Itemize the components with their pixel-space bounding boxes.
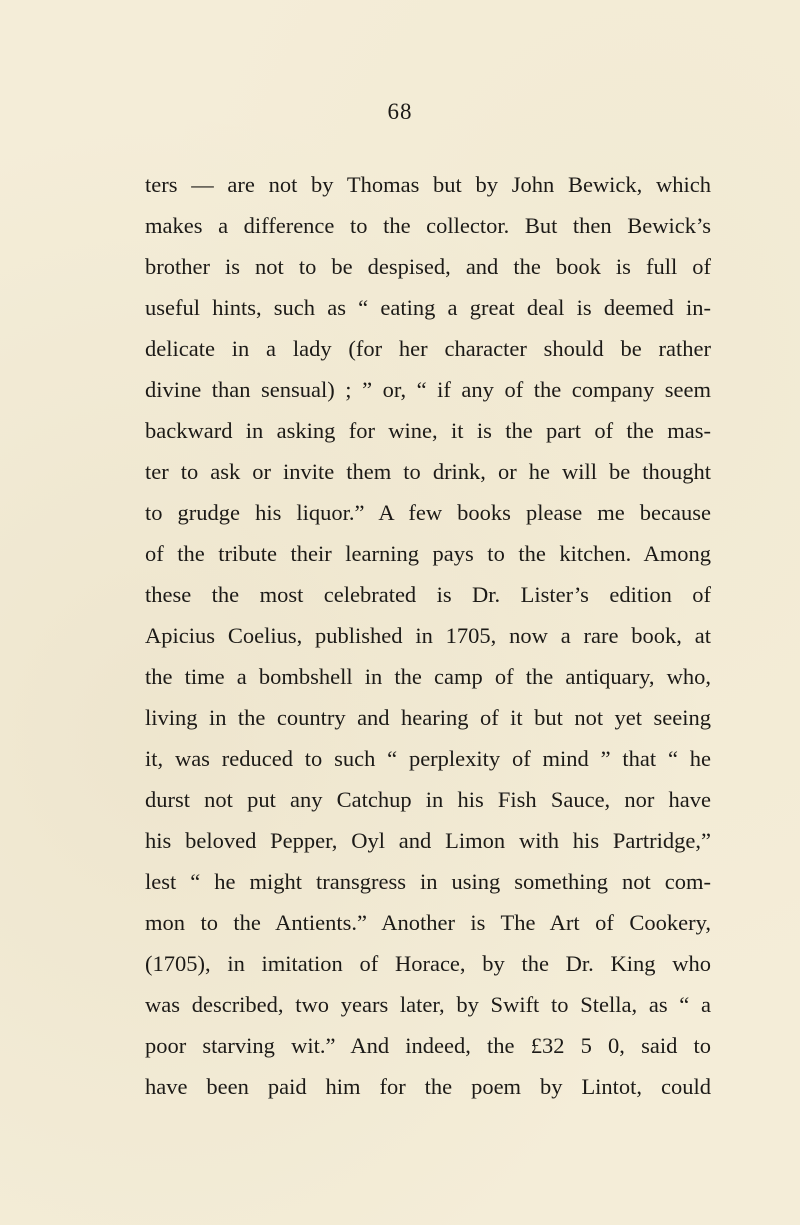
text-line: mon to the Antients.” Another is The Art of Cookery,: [145, 910, 711, 935]
text-line: living in the country and hearing of it but not yet seeing: [145, 705, 711, 730]
text-line: it, was reduced to such “ perplexity of mind ” that “ he: [145, 746, 711, 771]
text-line: delicate in a lady (for her character should be rather: [145, 336, 711, 361]
text-line: divine than sensual) ; ” or, “ if any of the company seem: [145, 377, 711, 402]
text-line: was described, two years later, by Swift to Stella, as “ a: [145, 992, 711, 1017]
text-line: his beloved Pepper, Oyl and Limon with his Partridge,”: [145, 828, 711, 853]
text-line: (1705), in imitation of Horace, by the Dr. King who: [145, 951, 711, 976]
text-line: of the tribute their learning pays to the kitchen. Among: [145, 541, 711, 566]
text-line: the time a bombshell in the camp of the antiquary, who,: [145, 664, 711, 689]
text-line: these the most celebrated is Dr. Lister’s edition of: [145, 582, 711, 607]
page-number: 68: [387, 99, 413, 124]
text-line: have been paid him for the poem by Lintot, could: [145, 1074, 711, 1099]
text-line: backward in asking for wine, it is the part of the mas-: [145, 418, 711, 443]
text-line: durst not put any Catchup in his Fish Sauce, nor have: [145, 787, 711, 812]
text-line: lest “ he might transgress in using something not com-: [145, 869, 711, 894]
text-line: makes a difference to the collector. But then Bewick’s: [145, 213, 711, 238]
text-line: brother is not to be despised, and the book is full of: [145, 254, 711, 279]
body-paragraph: [145, 164, 711, 1107]
text-line: ter to ask or invite them to drink, or he will be thought: [145, 459, 711, 484]
text-line: Apicius Coelius, published in 1705, now a rare book, at: [145, 623, 711, 648]
text-line: useful hints, such as “ eating a great deal is deemed in-: [145, 295, 711, 320]
text-line: ters — are not by Thomas but by John Bewick, which: [145, 172, 711, 197]
text-line: to grudge his liquor.” A few books please me because: [145, 500, 711, 525]
text-line: poor starving wit.” And indeed, the £32 5 0, said to: [145, 1033, 711, 1058]
